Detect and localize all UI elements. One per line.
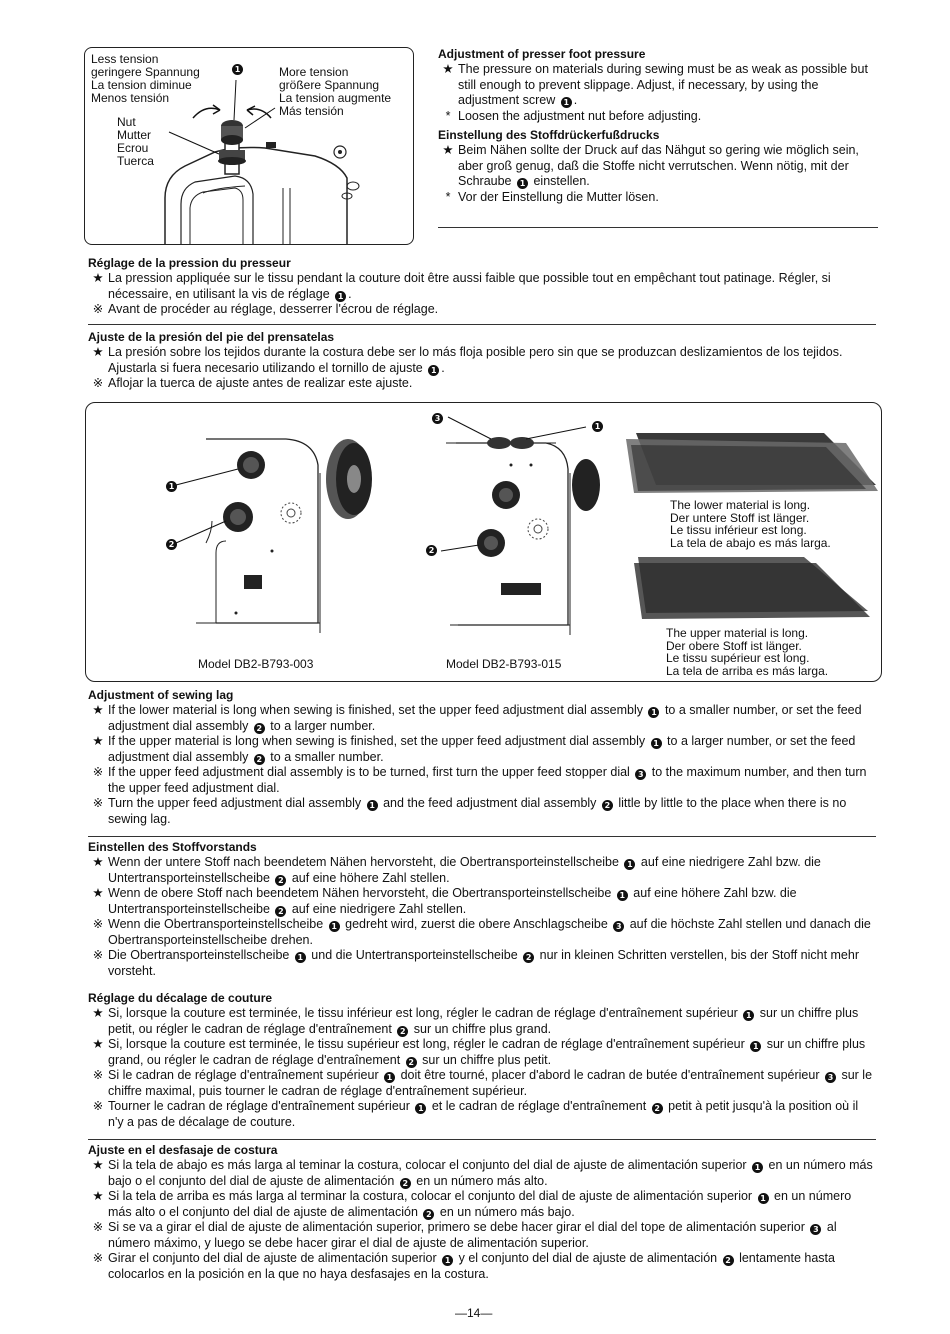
marker-2-left: 2 bbox=[166, 539, 177, 550]
es-lag-section bbox=[88, 1143, 874, 1282]
list-item: ★ Wenn der untere Stoff nach beendetem Nähen hervorsteht, die Obertransporteinstellscheibe 1 auf eine niedrigere Zahl bzw. die Untertransporteinstellscheibe 2 auf eine höhere Zahl stellen. bbox=[92, 855, 821, 885]
screw-marker: 1 bbox=[232, 64, 243, 75]
model-right-label: Model DB2-B793-015 bbox=[446, 657, 562, 671]
dial-marker: 2 bbox=[275, 906, 286, 917]
page-number: —14— bbox=[455, 1306, 493, 1320]
list-item: ★ Si, lorsque la couture est terminée, le tissu inférieur est long, régler le cadran de réglage d'entraînement supérieur 1 sur un chiffre plus petit, ou régler le cadran de réglage d'entraînement 2 sur un chiffre plus grand. bbox=[92, 1006, 859, 1036]
fr-presser-item: ※ Avant de procéder au réglage, desserrer l'écrou de réglage. bbox=[92, 302, 439, 316]
less-tension-es: Menos tensión bbox=[91, 91, 170, 105]
caption-upper-long: The upper material is long. Der obere Stoff ist länger. Le tissu supérieur est long. La tela de arriba es más larga. bbox=[666, 626, 829, 678]
de-lag-title: Einstellen des Stoffvorstands bbox=[88, 840, 257, 854]
nut-fr: Ecrou bbox=[117, 141, 149, 155]
list-item: ※ If the upper feed adjustment dial assembly is to be turned, first turn the upper feed stopper dial 3 to the maximum number, and then turn the upper feed adjustment dial. bbox=[92, 765, 867, 795]
model-left-label: Model DB2-B793-003 bbox=[198, 657, 314, 671]
dial-marker: 2 bbox=[406, 1057, 417, 1068]
caption-lower-long: The lower material is long. Der untere Stoff ist länger. Le tissu inférieur est long. La tela de abajo es más larga. bbox=[670, 498, 831, 550]
fr-lag-section bbox=[88, 991, 874, 1130]
divider bbox=[88, 324, 876, 325]
fr-lag-list bbox=[88, 1006, 874, 1130]
dial-marker: 3 bbox=[635, 769, 646, 780]
es-presser-item: ★ La presión sobre los tejidos durante la costura debe ser lo más floja posible pero sin que se produzcan deslizamientos de los tejidos. Ajustarla si fuera necesario utilizando el tornillo de ajuste 1 . bbox=[92, 345, 843, 375]
screw-marker: 1 bbox=[335, 291, 346, 302]
presser-pressure-figure bbox=[84, 47, 414, 245]
list-item: ★ Si, lorsque la couture est terminée, le tissu supérieur est long, régler le cadran de réglage d'entraînement supérieur 1 sur un chiffre plus grand, ou régler le cadran de réglage d'entraînement 2 sur un chiffre plus petit. bbox=[92, 1037, 866, 1067]
list-item: ★ Si la tela de arriba es más larga al terminar la costura, colocar el conjunto del dial de ajuste de alimentación superior 1 en un número más alto o el conjunto del dial de ajuste de alimentación 2 en un número más bajo. bbox=[92, 1189, 852, 1219]
marker-1-right: 1 bbox=[592, 421, 603, 432]
dial-marker: 1 bbox=[295, 952, 306, 963]
en-presser-item: ★ The pressure on materials during sewing must be as weak as possible but still enough to prevent slippage. Adjust, if necessary, by using the adjustment screw 1 . bbox=[442, 62, 868, 107]
marker-2-right: 2 bbox=[426, 545, 437, 556]
dial-marker: 2 bbox=[254, 754, 265, 765]
de-lag-list bbox=[88, 855, 874, 979]
divider bbox=[438, 227, 878, 228]
divider bbox=[88, 1139, 876, 1140]
en-presser-item: * Loosen the adjustment nut before adjusting. bbox=[445, 108, 702, 123]
de-presser-item: ★ Beim Nähen sollte der Druck auf das Nähgut so gering wie möglich sein, aber groß genug, daß die Stoffe nicht verrutschen. Wenn nötig, mit der Schraube 1 einstellen. bbox=[442, 143, 859, 188]
list-item: ★ If the upper material is long when sewing is finished, set the upper feed adjustment dial assembly 1 to a larger number, or set the feed adjustment dial assembly 2 to a smaller number. bbox=[92, 734, 856, 764]
de-lag-section bbox=[88, 840, 874, 979]
list-item: ★ If the lower material is long when sewing is finished, set the upper feed adjustment dial assembly 1 to a smaller number, or set the feed adjustment dial assembly 2 to a larger number. bbox=[92, 703, 862, 733]
marker-1-left: 1 bbox=[166, 481, 177, 492]
de-presser-title: Einstellung des Stoffdrückerfußdrucks bbox=[438, 128, 660, 142]
list-item: ※ Si le cadran de réglage d'entraînement supérieur 1 doit être tourné, placer d'abord le cadran de butée d'entraînement supérieur 3 sur le chiffre maximal, puis tourner le cadran de réglage d'entraînement supérieur. bbox=[92, 1068, 873, 1098]
en-lag-title: Adjustment of sewing lag bbox=[88, 688, 234, 702]
dial-marker: 2 bbox=[397, 1026, 408, 1037]
screw-marker: 1 bbox=[428, 365, 439, 376]
de-presser-item: * Vor der Einstellung die Mutter lösen. bbox=[445, 189, 659, 204]
dial-marker: 1 bbox=[442, 1255, 453, 1266]
more-tension-en: More tension bbox=[279, 65, 349, 79]
dial-marker: 3 bbox=[810, 1224, 821, 1235]
dial-marker: 3 bbox=[613, 921, 624, 932]
less-tension-fr: La tension diminue bbox=[91, 78, 192, 92]
nut-es: Tuerca bbox=[117, 154, 154, 168]
dial-marker: 1 bbox=[384, 1072, 395, 1083]
fabric-lower-long-image bbox=[626, 433, 878, 493]
presser-text-en-de bbox=[438, 47, 878, 205]
dial-marker: 2 bbox=[275, 875, 286, 886]
dial-marker: 1 bbox=[752, 1162, 763, 1173]
es-lag-list bbox=[88, 1158, 874, 1282]
less-tension-de: geringere Spannung bbox=[91, 65, 200, 79]
dial-marker: 1 bbox=[750, 1041, 761, 1052]
list-item: ★ Si la tela de abajo es más larga al teminar la costura, colocar el conjunto del dial de ajuste de alimentación superior 1 en un número más bajo o el conjunto del dial de ajuste de alimentación 2 en un número más alto. bbox=[92, 1158, 873, 1188]
dial-marker: 1 bbox=[329, 921, 340, 932]
dial-marker: 1 bbox=[367, 800, 378, 811]
dial-marker: 1 bbox=[648, 707, 659, 718]
list-item: ※ Turn the upper feed adjustment dial assembly 1 and the feed adjustment dial assembly 2 little by little to the place when there is no sewing lag. bbox=[92, 796, 847, 826]
fr-presser-title: Réglage de la pression du presseur bbox=[88, 256, 291, 270]
list-item: ※ Si se va a girar el dial de ajuste de alimentación superior, primero se debe hacer girar el dial del tope de alimentación superior 3 al número máximo, y luego se debe hacer girar el dial de ajuste de alimentación superior. bbox=[92, 1220, 837, 1250]
dial-marker: 2 bbox=[400, 1178, 411, 1189]
es-lag-title: Ajuste en el desfasaje de costura bbox=[88, 1143, 278, 1157]
dial-marker: 2 bbox=[423, 1209, 434, 1220]
fr-lag-title: Réglage du décalage de couture bbox=[88, 991, 273, 1005]
en-lag-section bbox=[88, 688, 874, 827]
less-tension-en: Less tension bbox=[91, 52, 159, 66]
dial-marker: 1 bbox=[651, 738, 662, 749]
es-presser-title: Ajuste de la presión del pie del prensatelas bbox=[88, 330, 335, 344]
dial-marker: 2 bbox=[652, 1103, 663, 1114]
list-item: ★ Wenn de obere Stoff nach beendetem Nähen hervorsteht, die Obertransporteinstellscheibe 1 auf eine höhere Zahl bzw. die Untertransporteinstellscheibe 2 auf eine niedrigere Zahl stellen. bbox=[92, 886, 797, 916]
more-tension-fr: La tension augmente bbox=[279, 91, 392, 105]
dial-marker: 2 bbox=[254, 723, 265, 734]
fr-presser-section bbox=[88, 256, 874, 318]
nut-en: Nut bbox=[117, 115, 136, 129]
list-item: ※ Tourner le cadran de réglage d'entraînement supérieur 1 et le cadran de réglage d'entraînement 2 petit à petit jusqu'à la position où il n'y a pas de décalage de couture. bbox=[92, 1099, 859, 1129]
list-item: ※ Die Obertransporteinstellscheibe 1 und die Untertransporteinstellscheibe 2 nur in kleinen Schritten verstellen, bis der Stoff nicht mehr vorsteht. bbox=[92, 948, 860, 978]
machine-left bbox=[176, 439, 372, 633]
divider bbox=[88, 836, 876, 837]
dial-marker: 3 bbox=[825, 1072, 836, 1083]
list-item: ※ Girar el conjunto del dial de ajuste de alimentación superior 1 y el conjunto del dial de ajuste de alimentación 2 lentamente hasta colocarlos en la posición en la que no haya desfasajes en la costura. bbox=[92, 1251, 835, 1281]
screw-marker: 1 bbox=[561, 97, 572, 108]
dial-marker: 2 bbox=[723, 1255, 734, 1266]
fabric-upper-long-image bbox=[634, 557, 870, 619]
es-presser-item: ※ Aflojar la tuerca de ajuste antes de realizar este ajuste. bbox=[92, 376, 413, 390]
dial-marker: 1 bbox=[617, 890, 628, 901]
dial-marker: 1 bbox=[758, 1193, 769, 1204]
en-lag-list bbox=[88, 703, 874, 827]
marker-3-right: 3 bbox=[432, 413, 443, 424]
sewing-lag-figure bbox=[85, 402, 882, 682]
dial-marker: 1 bbox=[624, 859, 635, 870]
dial-marker: 1 bbox=[415, 1103, 426, 1114]
screw-marker: 1 bbox=[517, 178, 528, 189]
more-tension-es: Más tensión bbox=[279, 104, 344, 118]
fr-presser-item: ★ La pression appliquée sur le tissu pendant la couture doit être aussi faible que possible tout en empêchant tout patinage. Régler, si nécessaire, en utilisant la vis de réglage 1 . bbox=[92, 271, 831, 301]
dial-marker: 2 bbox=[602, 800, 613, 811]
machine-right bbox=[441, 417, 600, 635]
list-item: ※ Wenn die Obertransporteinstellscheibe 1 gedreht wird, zuerst die obere Anschlagscheibe 3 auf die höchste Zahl stellen und danach die Obertransporteinstellscheibe drehen. bbox=[92, 917, 871, 947]
dial-marker: 2 bbox=[523, 952, 534, 963]
more-tension-de: größere Spannung bbox=[279, 78, 380, 92]
en-presser-title: Adjustment of presser foot pressure bbox=[438, 47, 646, 61]
es-presser-section bbox=[88, 330, 874, 392]
dial-marker: 1 bbox=[743, 1010, 754, 1021]
nut-de: Mutter bbox=[117, 128, 152, 142]
